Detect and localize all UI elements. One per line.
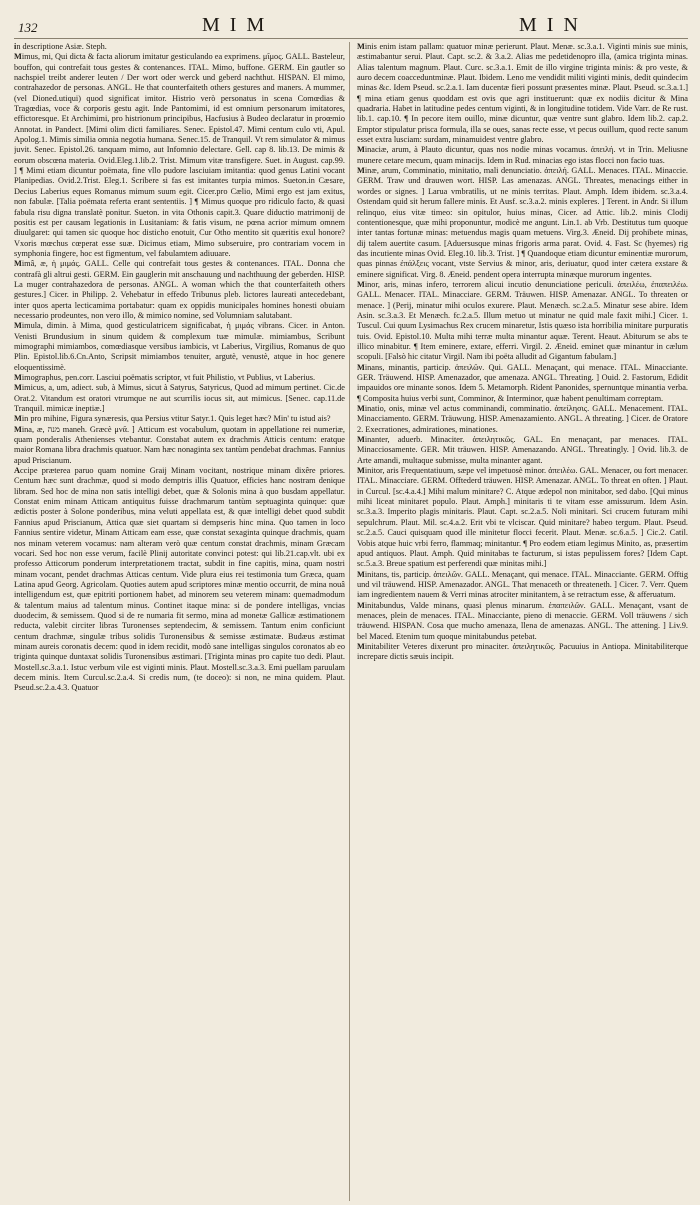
entry: Mimâ, æ, ἡ μιμάς. GALL. Celle qui contrefait tous gestes & contenances. ITAL. Donna che contrafà gli altrui gesti. GERM. Ein gauglerin mit anschauung und nachthuung der geberden. HISP. La muger contrahazedora de personas. ANGL. A woman which the that counterfaiteth others gestures.] Cicer. in Philipp. 2. Vehebatur in effedo Tribunus pleb. lictores laureati antecedebant, inter quos aperta lecticamima portabatur: quam ex oppidis municipales homines honesti obuiam necessario prodeuntes, non vero illo, & mimico nomine, sed Volumniam salutabant. <box>14 259 345 320</box>
entry: Minitabiliter Veteres dixerunt pro minaciter. ἀπειλητικῶς. Pacuuius in Antiopa. Minitabiliterque increpare dictis sæuis incipit. <box>357 641 688 662</box>
column-divider <box>349 42 350 1201</box>
entry: Min pro mihine, Figura synæresis, qua Persius vtitur Satyr.1. Quis leget hæc? Min' tu istud ais? <box>14 414 331 424</box>
entry: Minitor, aris Frequentatiuum, sæpe vel impetuosè minor. ἀπειλέω. GAL. Menacer, ou fort menacer. ITAL. Minacciare. GERM. Offtederd träuwen. HISP. Amenazar. ANGL. To threat en often. ] Plaut. in Curcul. [sc.4.a.4.] Mihi malum minitare? C. Atque ædepol non minitabor, sed dabo. [Qui minus mihi liceat minitaret populo. Plaut. Amph.] minitaris ti te vitam esse amissurum. Idem Asin. sc.3.a.3. Imperito plagis minitaris. Plaut. Capt. sc.2.a.5. Noli minitari. Sci crucem futuram mihi sepulchrum. Plaut. Mil. sc.4.a.2. Erit vbi te vlciscar. Quid minitare? habeo tergum. Plaut. Pseud. sc.2.a.5. Cauci quisquam quod ille minitetur flocci fecerit. Plaut. Menæ. sc.6.a.5. ] Cic.2. Catil. Vobis atque huic vrbi ferro, flammaq; minitantur. ¶ Pro eodem etiam legimus Minito, as, præsertim apud antiquos. Plaut. Amph. Quid minitabas te facturum, si istas pepulissem fores? [Idem Capt. sc.5.a.3. Breue spatium est perferendi quæ minitas mihi.] <box>357 466 688 569</box>
entry: Minitans, tis, particip. ἀπειλῶν. GALL. Menaçant, qui menace. ITAL. Minacciante. GERM. Offtig und vil träuwend. HISP. Amenazador. ANGL. That menaceth or threateneth. ] Cicer. 7. Verr. Quem iam ingredientem nauem & Verri minas atrociter minitantem, à se retractum esse, & afferuatum. <box>357 569 688 600</box>
left-column <box>14 42 345 1201</box>
text-columns <box>14 42 688 1201</box>
entry: Minans, minantis, particip. ἀπειλῶν. Qui. GALL. Menaçant, qui menace. ITAL. Minacciante. GER. Träuwend. HISP. Amenazador, que amenaza. ANGL. Threating. ] Ouid. 2. Fastorum, Edidit impauidos ore minante sonos. Idem 5. Metamorph. Rident Panonides, spernuntque minantia verba. ¶ Composita huius verbi sunt, Comminor, & Interminor, quæ habent penultimam correptam. <box>357 362 688 403</box>
entry: Accipe præterea paruo quam nomine Graij Minam vocitant, nostrique minam dixêre priores. Centum hæc sunt drachmæ, quod si modo demptris illis Quatuor, efficies hanc nostram denique libram. Sed hoc de mina non satis intelligi debet, quæ & Solonis mina à quo busdam appellatur. Constat enim minam Atticam antiquitus fuisse drachmarum tantùm septuaginta quinque: quæ ædictis poster à Solone ponderibus, mina veluti appellata est, & quæ intelligi debet quod subdit Fannius apud Priscianum, Attica quæ siet quartam si dempseris hinc mina. Quo tamen in loco Fannius sentire videtur, Minam Atticam eam esse, quæ constat sexaginta quinque drachmis, quam nos minam veterem vocamus: nam alteram verò quæ centum constat drachmis, minam Græcam vocari. Sed hoc non esse verum, facilè Plinij autoritate convinci potest: qui lib.21.cap.vlt. ubi ex professo Atticorum ponderum interpretationem tractat, subdit in fine capitis, mina, quam nostri minam vocant, pendet drachmas Atticas centum. Vide plura eius rei testimonia tum Græca, quam Latina apud Georg. Agricolam. Quoties autem apud scriptores minæ mentio occurrit, de mina nouâ intelligendum est, quæ epitriti portionem habet, ad minorem seu veterem minam: quemadmodum & talentum maius ad talentum minus. Continet itaque mina: si de pondere intelligas, vncias duodecim, & semissem. Quod si de re numaria fit sermo, mina ad monetæ Gallicæ æstimationem reducta, valebit circiter libras Turonenses septendecim, & semissem. Tantum enim conficiunt centum drachmæ, singulæ tribus solidis Turonensibus & semisse æstimatæ. Budæus æstimat minam aureis coronatis decem: quod in idem recidit, modò sane intelligas singulos coronatos ab eo triginta quinque duntaxat solidis Turonensibus æstimari. [Triginta minas pro capite tuo dedi. Plaut. Mostell.sc.3.a.1. Istuc verbum vile est viginti minis. Plaut. Mostell.sc.3.a.3. Emi puellam paruulam decem minis. Item Curcul.sc.2.a.4. Si credis num, (te doceo): si non, ne mina quidem. Plaut. Pseud.sc.2.a.4.3. Quatuor <box>14 466 345 693</box>
entry: Minaciæ, arum, à Plauto dicuntur, quas nos nodie minas vocamus. ἀπειλή. vt in Trin. Meliusne munere cetare mecum, quam minacijs. Idem in Rud. minacias ego istas flocci non facio tuas. <box>357 145 688 165</box>
entry: in descriptione Asiæ. Steph. <box>14 42 107 51</box>
entry: Minor, aris, minas infero, terrorem alicui incutio denunciatione periculi. ἀπειλέω, ἐπαπειλέω. GALL. Menacer. ITAL. Minacciare. GERM. Träuwen. HISP. Amenazar. ANGL. To threaten or menace. ] (Perij, minatur mihi oculos exurere. Plaut. Menæch. sc.2.a.5. Minatur sese abire. Idem Asin. sc.3.a.3. Et Menæch. fc.2.a.5. Illum metuo ut minatur ne quid male faxit mihi.] Cicer. 1. Tuscul. Cui quum Lysimachus Rex crucem minaretur, Istis quæso ista horribilia minitare purpuratis tuis. Ovid. Epistol.10. Multa mihi terræ multa minantur aquæ. Terent. Heaut. Abiturum se abs te illico minabitur. ¶ Item eminere, extare, efferri. Virgil. 2. Æneid. eminet quæ minantur in cælum scopuli. [Falsò hic citatur Virgil. Nam ibi poëta alludit ad Gigantum fabulam.] <box>357 279 688 362</box>
right-column-heading: MIN <box>519 14 588 36</box>
right-column <box>357 42 688 1201</box>
page-number: 132 <box>18 20 38 35</box>
entry: Mina, æ, מנה maneh. Græcè μνᾶ. ] Atticum est vocabulum, quotam in appellatione rei numeriæ, quam ponderalis Athenienses vtebantur. Constabat autem ex drachmis Atticis centum: eratque maior Romana libra drachmis quatuor. Nam hæc nonaginta sex tantùm pendebat drachmas. Fannius apud Priscianum. <box>14 424 345 465</box>
entry: Mimula, dimin. à Mima, quod gesticulatricem significabat, ἡ μιμάς vibrans. Cicer. in Anton. Venisti Brundusium in sinum quidem & complexum tuæ mimulæ. mimiambus, Scribunt mimographi mimiambos, comœdiasque versibus iambicis, vt Laberius, Virgilius, Romanus de quo Plin. Epistol.lib.6.Cn.Anto, Scripsit mimiambos tenuiter, argutè, venustè, atque in hoc genere eloquentissimè. <box>14 321 345 372</box>
entry: Minitabundus, Valde minans, quasi plenus minarum. ἐπαπειλῶν. GALL. Menaçant, vsant de menaces, plein de menaces. ITAL. Minacciante, pieno di menaccie. GERM. Voll träuwens / sich träuwend. HISPAN. Cosa que mucho amenaza, llena de amenazas. ANGL. The attening. ] Liv.9. bel Maced. Etenim tum quoque minitabundus petebat. <box>357 600 688 641</box>
entry: Mimus, mi, Qui dicta & facta aliorum imitatur gesticulando ea exprimens. μῖμος. GALL. Basteleur, bouffon, qui contrefait tous gestes & contenances. ITAL. Mimo, buffone. GERM. Ein gautler so nachspiel treibt anderer leuten / Der wort oder werck und geberd nachthut. HISPAN. El mimo, contrahazedor de personas. ANGL. He that counterfaiteth others gestures and maners. A mummer, (vel Dioned.utiqui) quod significat imitor. Histrio verò personatus in scena Comœdias & Tragœdias, voce & corporis gestu agit. Inde Pantomimi, id est omnium personarum imitatores, effictoresque. Et Archimimi, pro histrionum principibus, Hacfusius à Budeo declaratur in proœmio Annotat. in Pandect. [Mimi olim dicti familiares. Senec. Epistol.47. Mimi centum culo vti, Apul. Apolog.1. Mimis similia omnia negotia humana. Senec.15. de Tranquil. Vt rem simulator & mimus juvit. Senec. Epistol.26. tanquam mimo, aut Infomnio delectare. Gell. cap 8. lib.13. De mimis & eorum obscœna materia. Ovid.Eleg.1.lib.2. Trist. Mimum vitæ transfigere. Suet. in August. cap.99. ] ¶ Mimi etiam dicuntur poëmata, fine vllo pudore lasciuiam imitantia: quod genus Latini vocant Planipedias. Ovid.2.Trist. Eleg.1. Scribere si fas est imitantes turpia mimos. Sueton.in Cæsare, Decius Laberius eques Romanus mimum suum egit. Cicer.pro Cælio, Mimi ergo est jam exitus, non fabulæ. [Talia poëmata referta erant sententiis. ] ¶ Mimus quoque pro ridiculo facto, & quasi fabula risu digna translatè ponitur. Sueton. in vita Othonis capit.3. Quare diductio matrimonij de positis est per causam legationis in Lusitaniam: & fatis visum, ne pœna acrior mimum omnem diuulgaret: qui tamen sic quoque hoc disticho enotuit, Cur Otho mentito sit quæritis exul honore? Vxoris mœchus cœperat esse suæ. Dicimus etiam, Mimo subseruire, pro contrariam vocem in symphonia fingere, hoc est figmentum, vel fabulamtem adiuuare. <box>14 52 345 258</box>
left-column-heading: MIM <box>202 14 275 36</box>
running-header <box>14 0 688 39</box>
entry: Mimographus, pen.corr. Lasciui poëmatis scriptor, vt fuit Philistio, vt Publius, vt Laberius. <box>14 373 316 382</box>
entry: Mimicus, a, um, adiect. sub, à Mimus, sicut à Satyrus, Satyricus, Quod ad mimum pertinet. Cic.de Orat.2. Vitandum est oratori vtrumque ne aut scurrilis iocus sit, aut mimicus. [Senec. cap.11.de Tranquil. mimicæ ineptiæ.] <box>14 383 345 414</box>
entry: Minatio, onis, minæ vel actus comminandi, comminatio. ἀπείλησις. GALL. Menacement. ITAL. Minacciamento. GERM. Träuwung. HISP. Amenazamiento. ANGL. A threating. ] Cicer. de Oratore 2. Execrationes, admirationes, minationes. <box>357 404 688 434</box>
entry: Minanter, aduerb. Minaciter. ἀπειλητικῶς. GAL. En menaçant, par menaces. ITAL. Minacciosamente. GER. Mit träuwen. HISP. Amenazando. ANGL. Threatingly. ] Ovid. lib.3. de Arte amandi, multaque submisse, multa minanter agant. <box>357 435 688 465</box>
entry: Minis enim istam pallam: quatuor minæ perierunt. Plaut. Menæ. sc.3.a.1. Viginti minis sue minis, æstimabantur serui. Plaut. Capt. sc.2. & 3.a.2. Alias me pedetidenopro illa, (amica triginta minas. Alias talentum magnum. Plaut. Curc. sc.3.a.1. Emit de illo virgine triginta minis: & pro veste, & auro decem coacceduntminæ. Plaut. Ibidem. Leno me vendidit militi viginti minis, dedit quindecim minas &c. Idem Pseud. sc.2.a.1. Iam ducentæ fieri possunt præsentes minæ. Plaut. Pseud. sc.3.a.1.] ¶ mina etiam genus quoddam est ovis que agri instituerunt: quæ ex nodiis dicitur & Mina quadraria. Habet in latitudine pedes centum viginti, & in longitudine totidem. Vide Varr. de Re rust. lib.1. cap.10. ¶ In pecore item ouillo, minæ dicuntur, quæ ventre sunt glabro. Idem lib.2. cap.2. Emptor stipulatur prisca formula, illa se oues, sanas recte esse, vt pecus ouillum, quod recte sanum esset extra lusciam: surdam, minamuidest ventre glabro. <box>357 42 688 145</box>
entry: Minæ, arum, Comminatio, minitatio, mali denunciatio. ἀπειλή. GALL. Menaces. ITAL. Minaccie. GERM. Traw und drauwen wort. HISP. Las amenazas. ANGL. Threates, menacings either in wordes or signes. ] Larua vmbratilis, ut ne minis territas. Plaut. Amph. Idem ibidem. sc.3.a.4. Ostendam quid sit herum fallere minis. Et Ausf. sc.3.a.2. minis expleres. ] Terent. in Andr. Si illum relinquo, eius vitæ timeo: sin opitulor, huius minas, Cicer. ad Attic. lib.2. minis Clodij contentionesque, quæ mihi proponuntur, modicè me angunt. Lin.1. ab Vrb. Destitutus tum quoque inter tantas fortunæ minas: metuendus magis quam metuens. Virg.3. Æneid. Dij prohibete minas, dij talem auertite casum. [Aduersusque minas frigoris arma parat. Ovid. 4. Fast. Sc (hyemes) rig das incutiente minas Ovid. Eleg.10. lib.3. Trist. ] ¶ Quandoque etiam dicuntur eminentiæ murorum, quas pinnas ἐπάλξεις vocant, vtste Servius & minor, aris, deriuatur, quod inter cætera exstare & eminere significat. Virg. 8. Æneid. pendent opera interrupta minæque murorum ingentes. <box>357 166 688 279</box>
